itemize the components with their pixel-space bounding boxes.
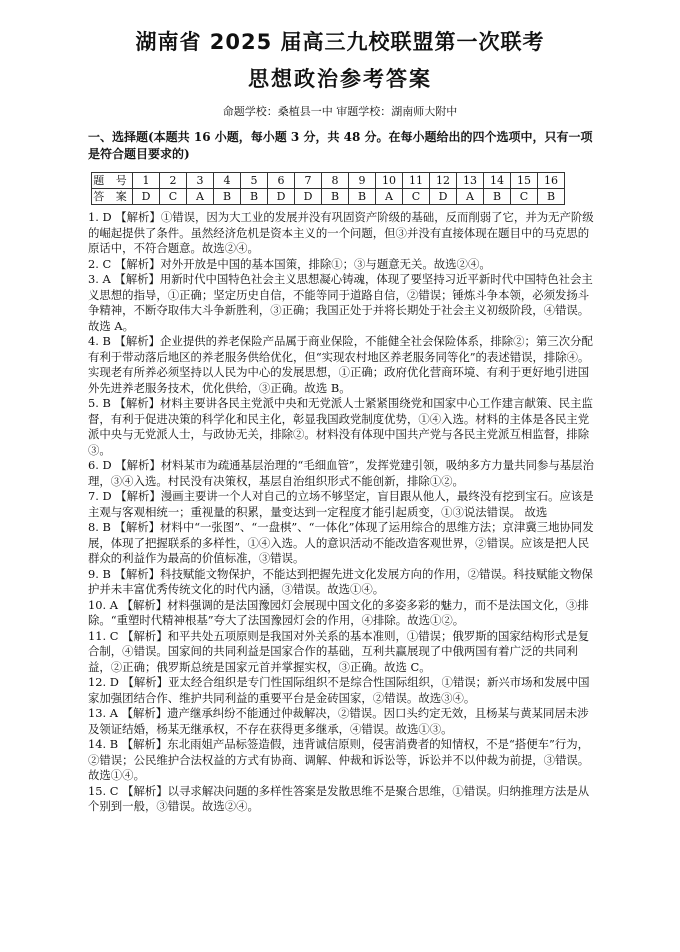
explanation-head: 7. D 【解析】 [88, 489, 161, 503]
question-number-cell: 10 [376, 173, 403, 189]
question-number-cell: 6 [268, 173, 295, 189]
question-number-cell: 15 [511, 173, 538, 189]
explanation-body: 对外开放是中国的基本国策，排除①；③与题意无关。故选②④。 [160, 256, 491, 271]
question-number-cell: 2 [160, 173, 187, 189]
answer-table-number-row [92, 173, 565, 189]
answer-cell: A [376, 189, 403, 205]
answer-cell: D [268, 189, 295, 205]
question-number-cell: 16 [538, 173, 565, 189]
explanation-item [88, 737, 598, 784]
question-number-cell: 11 [403, 173, 430, 189]
explanation-head: 4. B 【解析】 [88, 334, 161, 348]
answer-cell: D [430, 189, 457, 205]
explanation-head: 2. C 【解析】 [88, 256, 161, 271]
explanation-body: 材料中“一张图”、“一盘棋”、“一体化”体现了运用综合的思维方法；京津冀三地协同发展，体现了把握联系的多样性，①④入选。人的意识活动不能改造客观世界，②错误。应该是把人民群众的利益作为最高的价值标准，③错误。 [88, 520, 594, 565]
setter-info: 命题学校：桑植县一中 审题学校：湖南师大附中 [222, 105, 458, 118]
answer-cell: B [349, 189, 376, 205]
answer-table-answer-row [92, 189, 565, 205]
explanation-head: 14. B 【解析】 [88, 737, 168, 751]
explanation-body: 企业提供的养老保险产品属于商业保险，不能健全社会保险体系，排除②；第三次分配有利于带动落后地区的养老服务供给优化，但“实现农村地区养老服务同等化”的表述错误，排除④。实现老有所养必须坚持以人民为中心的发展思想，①正确；政府优化营商环境、有利于更好地引进国外先进养老服务技术，优化供给，③正确。故选 B。 [88, 334, 593, 395]
explanation-body: 东北雨姐产品标签造假，违背诚信原则，侵害消费者的知情权，不是“搭便车”行为，②错误；公民维护合法权益的方式有协商、调解、仲裁和诉讼等，诉讼并不以仲裁为前提，③错误。故选①④。 [88, 737, 590, 782]
row-label-number: 题 号 [93, 174, 131, 187]
answer-cell: B [538, 189, 565, 205]
explanation-item [88, 458, 598, 489]
explanation-body: 和平共处五项原则是我国对外关系的基本准则，①错误；俄罗斯的国家结构形式是复合制，④错误。国家间的共同利益是国家合作的基础，互利共赢展现了中俄两国有着广泛的共同利益，②正确；俄罗斯总统是国家元首并掌握实权，③正确。故选 C。 [88, 628, 590, 674]
section-heading: 一、选择题(本题共 16 小题，每小题 3 分，共 48 分。在每小题给出的四个选项中，只有一项是符合题目要求的) [88, 130, 593, 161]
question-number-cell: 8 [322, 173, 349, 189]
explanation-body: 亚太经合组织是专门性国际组织不是综合性国际组织，①错误；新兴市场和发展中国家加强团结合作、维护共同利益的重要平台是金砖国家，②错误。故选③④。 [88, 675, 590, 705]
explanation-item [88, 396, 598, 458]
explanation-body: 材料主要讲各民主党派中央和无党派人士紧紧围绕党和国家中心工作建言献策、民主监督，有利于促进决策的科学化和民主化，彰显我国政党制度优势，①④入选。材料的主体是各民主党派中央与无党派人士，与政协无关，排除②。材料没有体现中国共产党与各民主党派互相监督，排除③。 [88, 396, 593, 457]
answer-cell: D [295, 189, 322, 205]
explanation-item [88, 706, 598, 737]
explanation-body: 遗产继承纠纷不能通过仲裁解决，②错误。因口头约定无效，且杨某与黄某同居未涉及领证结婚，杨某无继承权，不存在获得更多继承，④错误。故选①③。 [88, 706, 589, 736]
question-number-cell: 14 [484, 173, 511, 189]
explanation-head: 12. D 【解析】 [88, 675, 169, 689]
explanation-body: 材料某市为疏通基层治理的“毛细血管”，发挥党建引领，吸纳多方力量共同参与基层治理，③④入选。村民没有决策权，基层自治组织形式不能创新，排除①②。 [88, 458, 594, 488]
explanation-body: ①错误，因为大工业的发展并没有巩固资产阶级的基础，反而削弱了它，并为无产阶级的崛起提供了条件。虽然经济危机是资本主义的一个问题，但③并没有直接体现在题目中的马克思的原话中，不符合题意。故选②④。 [88, 210, 594, 255]
explanation-head: 5. B 【解析】 [88, 396, 161, 410]
explanation-head: 9. B 【解析】 [88, 566, 161, 581]
question-number-cell: 13 [457, 173, 484, 189]
explanation-body: 用新时代中国特色社会主义思想凝心铸魂，体现了要坚持习近平新时代中国特色社会主义思想的指导，①正确；坚定历史自信，不能等同于道路自信，②错误；锤炼斗争本领，必须发扬斗争精神，不断夺取伟大斗争新胜利，③正确；我国正处于并将长期处于社会主义初级阶段，④错误。故选 A。 [88, 272, 593, 333]
explanation-body: 漫画主要讲一个人对自己的立场不够坚定，盲目跟从他人，最终没有挖到宝石。应该是主观与客观相统一；重视量的积累，量变达到一定程度才能引起质变，①③说法错误。 故选 [88, 489, 594, 519]
explanation-item [88, 272, 598, 334]
question-number-cell: 5 [241, 173, 268, 189]
question-number-cell: 9 [349, 173, 376, 189]
explanation-head: 6. D 【解析】 [88, 458, 161, 472]
explanation-item [88, 210, 598, 257]
explanation-head: 8. B 【解析】 [88, 520, 161, 534]
explanation-head: 15. C 【解析】 [88, 783, 168, 798]
explanation-item [88, 784, 598, 815]
answer-cell: A [187, 189, 214, 205]
answer-cell: D [133, 189, 160, 205]
answer-cell: B [322, 189, 349, 205]
explanation-body: 科技赋能文物保护，不能达到把握先进文化发展方向的作用，②错误。科技赋能文物保护并未丰富优秀传统文化的时代内涵，③错误。故选①④。 [88, 566, 593, 596]
explanation-head: 1. D 【解析】 [88, 210, 161, 224]
question-number-cell: 3 [187, 173, 214, 189]
explanation-item [88, 629, 598, 676]
document-subtitle: 思想政治参考答案 [248, 67, 432, 91]
explanation-body: 材料强调的是法国豫园灯会展现中国文化的多姿多彩的魅力，而不是法国文化，③排除。“重塑时代精神根基”夸大了法国豫园灯会的作用，④排除。故选①②。 [88, 597, 589, 627]
explanation-list [88, 210, 598, 815]
answer-cell: C [511, 189, 538, 205]
answer-cell: A [457, 189, 484, 205]
answer-cell: B [214, 189, 241, 205]
explanation-item [88, 489, 598, 520]
explanation-head: 11. C 【解析】 [88, 628, 168, 643]
question-number-cell: 12 [430, 173, 457, 189]
explanation-head: 13. A 【解析】 [88, 706, 168, 720]
question-number-cell: 4 [214, 173, 241, 189]
explanation-head: 3. A 【解析】 [88, 272, 160, 286]
explanation-item [88, 598, 598, 629]
answer-cell: B [241, 189, 268, 205]
answer-cell: C [160, 189, 187, 205]
answer-table [91, 172, 565, 205]
question-number-cell: 7 [295, 173, 322, 189]
explanation-body: 以寻求解决问题的多样性答案是发散思维不是聚合思维，①错误。归纳推理方法是从个别到一般，③错误。故选②④。 [88, 783, 590, 813]
explanation-head: 10. A 【解析】 [88, 597, 168, 612]
explanation-item [88, 334, 598, 396]
answer-cell: C [403, 189, 430, 205]
explanation-item [88, 567, 598, 598]
exam-title: 湖南省 2025 届高三九校联盟第一次联考 [135, 30, 545, 54]
answer-cell: B [484, 189, 511, 205]
explanation-item [88, 520, 598, 567]
question-number-cell: 1 [133, 173, 160, 189]
explanation-item [88, 675, 598, 706]
row-label-answer: 答 案 [93, 190, 131, 203]
explanation-item [88, 257, 598, 273]
